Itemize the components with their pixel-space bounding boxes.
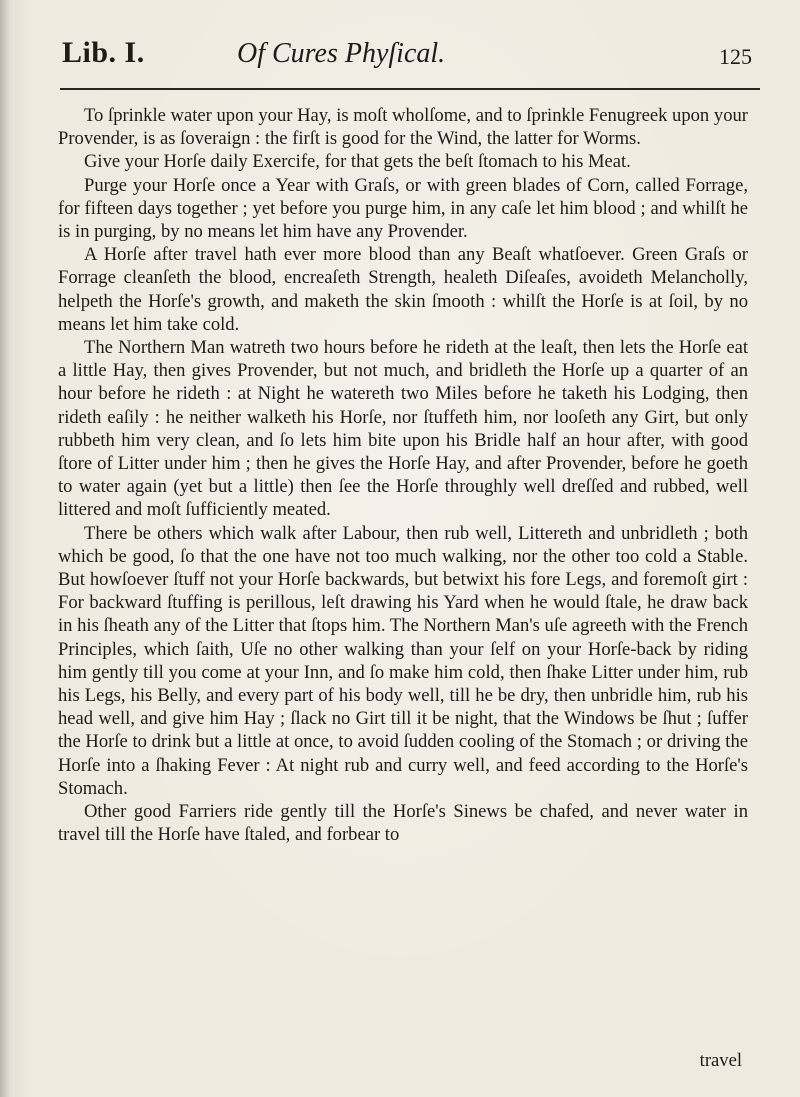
paragraph: Other good Farriers ride gently till the Horſe's Sinews be chafed, and never water in travel till the Horſe have ſtaled, and forbear to xyxy=(58,801,748,846)
page-gutter-shadow xyxy=(0,0,10,1097)
paragraph: The Northern Man watreth two hours before he rideth at the leaſt, then lets the Horſe eat a little Hay, then gives Provender, but not much, and bridleth the Horſe up a quarter of an hour before he rideth : at Night he watereth two Miles before he taketh his Lodging, then rideth eaſily : he neither walketh his Horſe, nor ſtuffeth him, nor looſeth any Girt, but only rubbeth him very clean, and ſo lets him bite upon his Bridle half an hour after, with good ſtore of Litter under him ; then he gives the Horſe Hay, and after Provender, before he goeth to water again (yet but a little) then ſee the Horſe throughly well dreſſed and rubbed, well littered and moſt ſufficiently meated. xyxy=(58,337,748,521)
page-header xyxy=(62,36,752,92)
running-head: Lib. I. xyxy=(62,36,145,69)
paragraph: To ſprinkle water upon your Hay, is moſt wholſome, and to ſprinkle Fenugreek upon your Provender, is as ſoveraign : the firſt is good for the Wind, the latter for Worms. xyxy=(58,105,748,150)
catchword: travel xyxy=(699,1050,742,1071)
paragraph: There be others which walk after Labour, then rub well, Littereth and unbridleth ; both which be good, ſo that the one have not too much walking, nor the other too cold a Stable. But howſoever ſtuff not your Horſe backwards, but betwixt his fore Legs, and foremoſt girt : For backward ſtuffing is perillous, leſt drawing his Yard when he would ſtale, he draw back in his ſheath any of the Litter that ſtops him. The Northern Man's uſe agreeth with the French Principles, which ſaith, Uſe no other walking than your ſelf on your Horſe-back by riding him gently till you come at your Inn, and ſo make him cold, then ſhake Litter under him, rub his Legs, his Belly, and every part of his body well, till he be dry, then unbridle him, rub his head well, and give him Hay ; ſlack no Girt till it be night, that the Windows be ſhut ; ſuffer the Horſe to drink but a little at once, to avoid ſudden cooling of the Stomach ; or driving the Horſe into a ſhaking Fever : At night rub and curry well, and feed according to the Horſe's Stomach. xyxy=(58,522,748,799)
running-title: Of Cures Phyſical. xyxy=(237,38,446,69)
paragraph: A Horſe after travel hath ever more blood than any Beaſt whatſoever. Green Graſs or Forrage cleanſeth the blood, encreaſeth Strength, healeth Diſeaſes, avoideth Melancholly, helpeth the Horſe's growth, and maketh the skin ſmooth : whilſt the Horſe is at ſoil, by no means let him take cold. xyxy=(58,244,748,335)
paragraph: Give your Horſe daily Exercife, for that gets the beſt ſtomach to his Meat. xyxy=(84,151,631,173)
body-text xyxy=(58,104,748,847)
paragraph: Purge your Horſe once a Year with Graſs, or with green blades of Corn, called Forrage, for fifteen days together ; yet before you purge him, in any caſe let him blood ; and whilſt he is in purging, by no means let him have any Provender. xyxy=(58,174,748,243)
header-rule xyxy=(60,88,760,90)
page-number: 125 xyxy=(719,44,752,69)
